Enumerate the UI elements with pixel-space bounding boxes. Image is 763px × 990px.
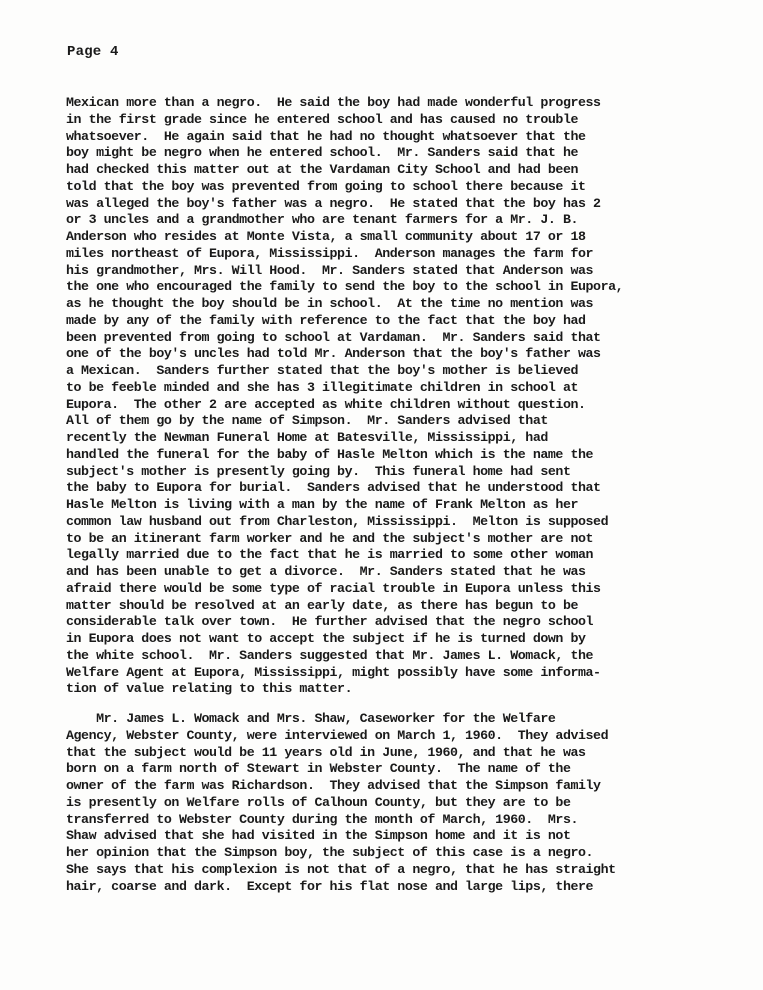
text-line: is presently on Welfare rolls of Calhoun County, but they are to be bbox=[66, 794, 571, 810]
page-number: Page 4 bbox=[67, 44, 119, 60]
text-line: miles northeast of Eupora, Mississippi. Anderson manages the farm for bbox=[66, 245, 594, 261]
text-line: handled the funeral for the baby of Hasle Melton which is the name the bbox=[66, 446, 594, 462]
text-line: made by any of the family with reference to the fact that the boy had bbox=[66, 312, 586, 328]
text-line: as he thought the boy should be in school. At the time no mention was bbox=[66, 296, 594, 311]
text-line: recently the Newman Funeral Home at Batesville, Mississippi, had bbox=[66, 430, 548, 445]
text-line: Hasle Melton is living with a man by the name of Frank Melton as her bbox=[66, 497, 579, 512]
text-line: boy might be negro when he entered school. Mr. Sanders said that he bbox=[66, 145, 579, 161]
text-line: one of the boy's uncles had told Mr. Anderson that the boy's father was bbox=[66, 346, 601, 362]
text-line: been prevented from going to school at Vardaman. Mr. Sanders said that bbox=[66, 329, 601, 345]
text-line: had checked this matter out at the Vardaman City School and had been bbox=[66, 162, 579, 177]
paragraph-2 bbox=[66, 711, 756, 895]
text-line: Mexican more than a negro. He said the boy had made wonderful progress bbox=[66, 95, 601, 110]
text-line: matter should be resolved at an early date, as there has begun to be bbox=[66, 597, 579, 613]
text-line: whatsoever. He again said that he had no thought whatsoever that the bbox=[66, 128, 586, 144]
text-line: her opinion that the Simpson boy, the subject of this case is a negro. bbox=[66, 845, 594, 860]
text-line: afraid there would be some type of racial trouble in Eupora unless this bbox=[66, 580, 601, 596]
text-line: in the first grade since he entered school and has caused no trouble bbox=[66, 111, 579, 127]
text-line: born on a farm north of Stewart in Webster County. The name of the bbox=[66, 761, 571, 777]
text-line: Agency, Webster County, were interviewed on March 1, 1960. They advised bbox=[66, 727, 609, 743]
text-line: transferred to Webster County during the month of March, 1960. Mrs. bbox=[66, 811, 579, 827]
text-line: the one who encouraged the family to send the boy to the school in Eupora, bbox=[66, 279, 624, 295]
text-line: legally married due to the fact that he is married to some other woman bbox=[66, 547, 594, 563]
text-line: owner of the farm was Richardson. They advised that the Simpson family bbox=[66, 778, 601, 793]
text-line: told that the boy was prevented from going to school there because it bbox=[66, 178, 586, 194]
text-line: Anderson who resides at Monte Vista, a small community about 17 or 18 bbox=[66, 229, 586, 244]
paragraph-1 bbox=[66, 95, 756, 698]
text-line: that the subject would be 11 years old in June, 1960, and that he was bbox=[66, 744, 586, 760]
text-line: a Mexican. Sanders further stated that the boy's mother is believed bbox=[66, 363, 579, 378]
text-line: to be an itinerant farm worker and he and the subject's mother are not bbox=[66, 530, 594, 546]
text-line: or 3 uncles and a grandmother who are tenant farmers for a Mr. J. B. bbox=[66, 212, 579, 228]
text-line: She says that his complexion is not that of a negro, that he has straight bbox=[66, 861, 616, 877]
text-line: tion of value relating to this matter. bbox=[66, 681, 353, 697]
text-line: common law husband out from Charleston, Mississippi. Melton is supposed bbox=[66, 513, 609, 529]
text-line: the white school. Mr. Sanders suggested that Mr. James L. Womack, the bbox=[66, 647, 594, 663]
text-line: Eupora. The other 2 are accepted as white children without question. bbox=[66, 396, 586, 412]
text-line: and has been unable to get a divorce. Mr. Sanders stated that he was bbox=[66, 564, 586, 579]
text-line: the baby to Eupora for burial. Sanders advised that he understood that bbox=[66, 480, 601, 496]
text-line: All of them go by the name of Simpson. Mr. Sanders advised that bbox=[66, 413, 548, 429]
text-line: hair, coarse and dark. Except for his flat nose and large lips, there bbox=[66, 878, 594, 894]
text-line: was alleged the boy's father was a negro. He stated that the boy has 2 bbox=[66, 195, 601, 211]
text-line: Welfare Agent at Eupora, Mississippi, might possibly have some informa- bbox=[66, 664, 601, 680]
text-line: Mr. James L. Womack and Mrs. Shaw, Caseworker for the Welfare bbox=[66, 711, 556, 726]
text-line: in Eupora does not want to accept the subject if he is turned down by bbox=[66, 631, 586, 646]
text-line: his grandmother, Mrs. Will Hood. Mr. Sanders stated that Anderson was bbox=[66, 262, 594, 278]
text-line: Shaw advised that she had visited in the Simpson home and it is not bbox=[66, 828, 571, 844]
text-line: considerable talk over town. He further advised that the negro school bbox=[66, 614, 594, 630]
text-line: to be feeble minded and she has 3 illegitimate children in school at bbox=[66, 379, 579, 395]
text-line: subject's mother is presently going by. This funeral home had sent bbox=[66, 463, 571, 479]
